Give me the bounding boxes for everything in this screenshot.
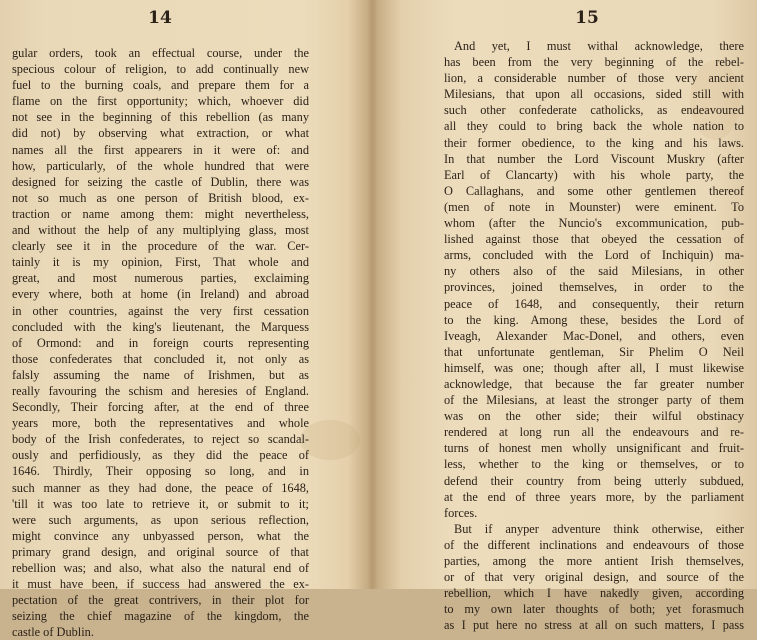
text-line: of Ormond: and in foreign courts representing xyxy=(12,335,309,350)
text-line: lished against those that obeyed the cessation of xyxy=(444,232,744,247)
text-line: defend their country from being utterly subdued, xyxy=(444,473,744,488)
text-line: might convince any unbyassed person, what the xyxy=(12,528,309,543)
text-line: and without the help of any multiplying glass, most xyxy=(12,223,309,238)
left-page xyxy=(0,0,372,640)
text-line: all they could to bring back the whole nation to xyxy=(444,119,744,134)
text-line: ously and perfidiously, as they did the peace of xyxy=(12,448,309,463)
text-line: gular orders, took an effectual course, under the xyxy=(12,46,309,60)
text-line: names all the first appearers in it were of: and xyxy=(12,142,309,157)
text-line: how, particularly, of the whole hundred that were xyxy=(12,158,309,173)
text-line: at the end of three years more, by the parliament xyxy=(444,489,744,504)
text-line: has been from the very beginning of the rebel- xyxy=(444,55,744,70)
text-line: those confederates that concluded it, not only as xyxy=(12,351,309,366)
text-line: forces. xyxy=(444,505,478,520)
page-number: 14 xyxy=(148,8,172,28)
text-line: whom (after the Nuncio's excommunication, pub- xyxy=(444,216,744,231)
text-line: less, whether to the king or themselves, or to xyxy=(444,457,744,472)
text-line: fuel to the burning coals, and prepare them for a xyxy=(12,78,309,93)
text-line: clearly see it in the procedure of the war. Cer- xyxy=(12,239,309,254)
text-line: castle of Dublin. xyxy=(12,625,94,640)
text-line: lion, a considerable number of those very ancient xyxy=(444,71,744,86)
text-line: ny others also of the said Milesians, in other xyxy=(444,264,744,279)
text-line: not so much as one person of British blood, ex- xyxy=(12,190,309,205)
text-line: as I put here no stress at all on such matters, I pass xyxy=(444,618,744,633)
text-line: provinces, joined themselves, in order to the xyxy=(444,280,744,295)
text-line: falsly assuming the name of Irishmen, but as xyxy=(12,367,309,382)
text-line: peace of 1648, and consequently, their return xyxy=(444,296,744,311)
text-line: every where, both at home (in Ireland) and abroad xyxy=(12,287,309,302)
text-line: rendered at long run all the endeavours and re- xyxy=(444,425,744,440)
text-line: their former obedience, to the king and his laws. xyxy=(444,135,744,150)
text-line: tainly it is my opinion, First, That whole and xyxy=(12,255,309,270)
text-line: And yet, I must withal acknowledge, there xyxy=(454,39,744,53)
page-text xyxy=(444,38,744,633)
text-line: turns of honest men wholly unsignificant and fruit- xyxy=(444,441,744,456)
right-page xyxy=(382,0,757,633)
text-line: great, and most numerous parties, exclaiming xyxy=(12,271,309,286)
text-line: of the Milesians, at least the stronger party of them xyxy=(444,393,744,408)
text-line: was on the other side; their wilful obstinacy xyxy=(444,409,744,424)
text-line: not see in the beginning of this rebellion (as many xyxy=(12,110,309,125)
text-line: Secondly, Their forcing after, at the end of three xyxy=(12,400,309,415)
text-line: or of that very original design, and source of the xyxy=(444,570,744,585)
page-text xyxy=(12,45,309,640)
text-line: In that number the Lord Viscount Muskry (after xyxy=(444,151,744,166)
text-line: of the different inclinations and endeavours of those xyxy=(444,537,744,552)
text-line: concluded with the king's lieutenant, the Marquess xyxy=(12,319,309,334)
text-line: to the king. Among these, besides the Lord of xyxy=(444,312,744,327)
text-line: were such arguments, as upon serious reflection, xyxy=(12,512,309,527)
text-line: seizing the chief magazine of the kingdom, the xyxy=(12,609,309,624)
text-line: But if anyper adventure think otherwise, either xyxy=(454,521,744,536)
page-number: 15 xyxy=(575,8,599,28)
text-line: primary grand design, and original source of that xyxy=(12,544,309,559)
text-line: such manner as they had done, the peace of 1648, xyxy=(12,480,309,495)
text-line: rebellion was; and also, what also the natural end of xyxy=(12,561,309,575)
text-line: in other countries, against the very first cessation xyxy=(12,303,309,318)
text-line: Milesians, that upon all occasions, sided still with xyxy=(444,87,744,102)
text-line: O Callaghans, and some other gentlemen thereof xyxy=(444,183,744,198)
text-line: 1646. Thirdly, Their opposing so long, and in xyxy=(12,464,309,479)
text-line: Iveagh, Alexander Mac-Donel, and others, even xyxy=(444,328,744,343)
text-line: acknowledge, that because the far greater number xyxy=(444,376,744,391)
text-line: really favouring the schism and heresies of England. xyxy=(12,383,309,398)
text-line: body of the Irish confederates, to reject so scandal- xyxy=(12,432,309,447)
text-line: it must have been, if success had answered the ex- xyxy=(12,577,309,592)
text-line: did not) by observing what extraction, or what xyxy=(12,126,309,141)
text-line: designed for seizing the castle of Dublin, there was xyxy=(12,174,309,189)
text-line: Earl of Clancarty) with his whole party, the xyxy=(444,167,744,182)
text-line: such other confederate catholicks, as endeavoured xyxy=(444,103,744,118)
text-line: pectation of the great contrivers, in their plot for xyxy=(12,593,309,608)
text-line: arms, concluded with the Lord of Inchiquin) ma- xyxy=(444,248,744,263)
text-line: specious colour of religion, to add continually new xyxy=(12,62,309,77)
text-line: (men of note in Mounster) were eminent. To xyxy=(444,199,744,214)
text-line: flame on the first opportunity; which, whoever did xyxy=(12,94,309,109)
text-line: to my own later thoughts of both; yet forasmuch xyxy=(444,602,744,617)
text-line: that unfortunate gentleman, Sir Phelim O Neil xyxy=(444,344,744,359)
text-line: years more, both the representatives and whole xyxy=(12,416,309,431)
text-line: 'till it was too late to retrieve it, or submit to it; xyxy=(12,496,309,511)
text-line: rebellion, which I have nakedly given, according xyxy=(444,586,744,601)
text-line: himself, was one; though after all, I must likewise xyxy=(444,360,744,375)
text-line: parties, among the more antient Irish themselves, xyxy=(444,554,744,568)
text-line: traction or name among them: might nevertheless, xyxy=(12,206,309,221)
